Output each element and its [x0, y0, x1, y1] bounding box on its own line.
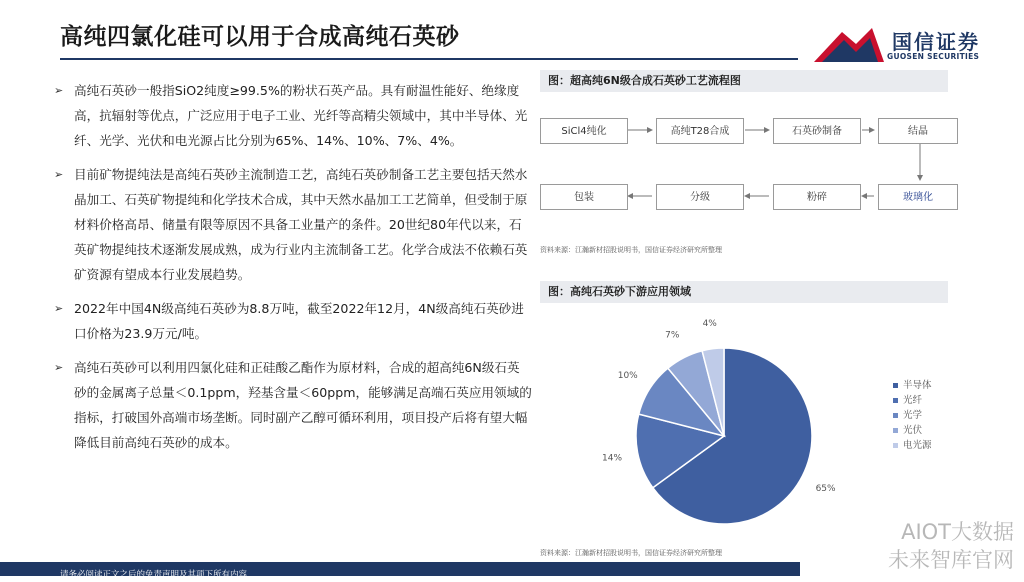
flow-step-crystallize: 结晶: [878, 118, 958, 144]
bullet-item: [52, 296, 532, 346]
pie-data-label: 65%: [815, 483, 836, 494]
legend-item: [893, 393, 932, 408]
flow-step-grading: 分级: [656, 184, 744, 210]
legend-label: 光伏: [903, 425, 923, 436]
legend-swatch: [893, 383, 898, 388]
pie-data-label: 10%: [617, 370, 638, 381]
figure1-source: 资料来源：江瀚新材招股说明书，国信证券经济研究所整理: [540, 246, 722, 254]
legend-swatch: [893, 443, 898, 448]
title-rule: [60, 58, 798, 60]
legend-item: [893, 408, 932, 423]
footer-bar: [0, 562, 800, 580]
watermark: [888, 518, 1014, 574]
pie-chart: [580, 308, 880, 558]
figure1-title: 图：超高纯6N级合成石英砂工艺流程图: [540, 70, 948, 92]
pie-legend: [893, 378, 932, 453]
figure2-source: 资料来源：江瀚新材招股说明书，国信证券经济研究所整理: [540, 549, 722, 557]
bullet-item: [52, 355, 532, 455]
legend-swatch: [893, 413, 898, 418]
legend-label: 光纤: [903, 395, 923, 406]
pie-data-label: 14%: [602, 453, 623, 464]
flow-step-crushing: 粉碎: [773, 184, 861, 210]
legend-swatch: [893, 428, 898, 433]
figure2-title: 图：高纯石英砂下游应用领域: [540, 281, 948, 303]
arrow-bullet-icon: ➢: [54, 361, 64, 374]
legend-label: 光学: [903, 410, 923, 421]
bullet-list: [52, 78, 532, 464]
bullet-text: 目前矿物提纯法是高纯石英砂主流制造工艺，高纯石英砂制备工艺主要包括天然水晶加工、石英矿物提纯和化学技术合成，其中天然水晶加工工艺简单，但受制于原材料价格高昂、储量有限等原因不具备工业量产的条件。20世纪80年代以来，石英矿物提纯技术逐渐发展成熟，成为行业内主流制备工艺。化学合成法不依赖石英矿资源有望成本行业发展趋势。: [74, 167, 528, 282]
watermark-line: 未来智库官网: [888, 548, 1014, 572]
bullet-text: 高纯石英砂可以利用四氯化硅和正硅酸乙酯作为原材料，合成的超高纯6N级石英砂的金属离子总量＜0.1ppm，羟基含量＜60ppm，能够满足高端石英应用领域的指标，打破国外高端市场垄断。同时副产乙醇可循环利用，项目投产后将有望大幅降低目前高纯石英砂的成本。: [74, 360, 532, 450]
legend-label: 半导体: [903, 380, 932, 391]
legend-swatch: [893, 398, 898, 403]
footer-disclaimer: 请务必阅读正文之后的免责声明及其项下所有内容: [60, 570, 248, 580]
logo-text-en: GUOSEN SECURITIES: [887, 52, 980, 61]
arrow-bullet-icon: ➢: [54, 168, 64, 181]
legend-item: [893, 423, 932, 438]
arrow-bullet-icon: ➢: [54, 302, 64, 315]
bullet-text: 高纯石英砂一般指SiO2纯度≥99.5%的粉状石英产品。具有耐温性能好、绝缘度高，抗辐射等优点，广泛应用于电子工业、光纤等高精尖领域中，其中半导体、光纤、光学、光伏和电光源占比分别为65%、14%、10%、7%、4%。: [74, 83, 528, 148]
arrow-bullet-icon: ➢: [54, 84, 64, 97]
bullet-text: 2022年中国4N级高纯石英砂为8.8万吨，截至2022年12月，4N级高纯石英砂进口价格为23.9万元/吨。: [74, 301, 524, 341]
flow-step-sand-prep: 石英砂制备: [773, 118, 861, 144]
pie-data-label: 7%: [665, 330, 680, 341]
legend-item: [893, 378, 932, 393]
flow-step-t28: 高纯T28合成: [656, 118, 744, 144]
bullet-item: [52, 78, 532, 153]
flow-step-packaging: 包装: [540, 184, 628, 210]
flow-step-vitrify: 玻璃化: [878, 184, 958, 210]
legend-label: 电光源: [903, 440, 932, 451]
pie-data-label: 4%: [702, 318, 717, 329]
page-title: 高纯四氯化硅可以用于合成高纯石英砂: [60, 24, 460, 50]
flow-step-sicl4: SiCl4纯化: [540, 118, 628, 144]
watermark-line: AIOT大数据: [901, 520, 1014, 544]
legend-item: [893, 438, 932, 453]
bullet-item: [52, 162, 532, 287]
logo-text-cn: 国信证券: [892, 30, 980, 54]
